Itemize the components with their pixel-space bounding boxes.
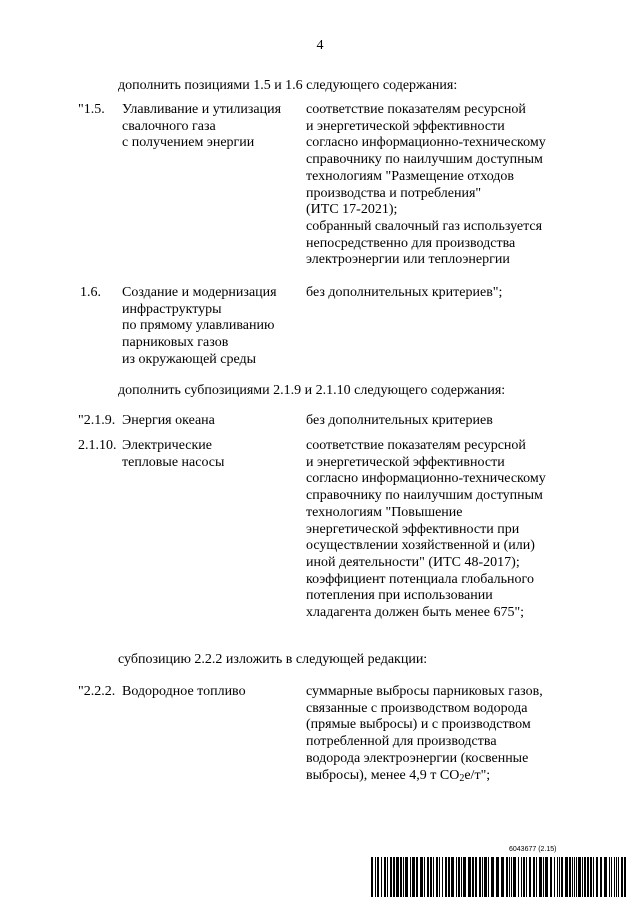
desc-line: справочнику по наилучшим доступным bbox=[306, 152, 543, 168]
label-line: Улавливание и утилизация bbox=[122, 102, 282, 117]
item-description bbox=[306, 438, 636, 622]
item-number: "2.1.9. bbox=[78, 413, 116, 428]
barcode-bar bbox=[430, 857, 432, 897]
label-line: Водородное топливо bbox=[122, 684, 246, 699]
item-number: 2.1.10. bbox=[78, 438, 117, 453]
barcode-bar bbox=[501, 857, 504, 897]
barcode-bar bbox=[511, 857, 512, 897]
barcode-bar bbox=[559, 857, 560, 897]
barcode-bar bbox=[442, 857, 443, 897]
barcode-bar bbox=[593, 857, 594, 897]
item-label bbox=[122, 285, 302, 369]
barcode-bar bbox=[616, 857, 617, 897]
barcode-bar bbox=[377, 857, 379, 897]
barcode-bar bbox=[496, 857, 499, 897]
item-description bbox=[306, 684, 636, 787]
desc-line: осуществлении хозяйственной и (или) bbox=[306, 538, 535, 554]
barcode-bar bbox=[396, 857, 399, 897]
barcode-bar bbox=[506, 857, 508, 897]
desc-last-suffix: е/т"; bbox=[464, 767, 491, 783]
barcode-bar bbox=[479, 857, 481, 897]
label-line: по прямому улавливанию bbox=[122, 318, 275, 334]
label-line: тепловые насосы bbox=[122, 454, 225, 470]
desc-line: связанные с производством водорода bbox=[306, 700, 528, 716]
item-description bbox=[306, 102, 636, 269]
barcode-bar bbox=[509, 857, 510, 897]
barcode-bar bbox=[550, 857, 552, 897]
desc-line: коэффициент потенциала глобального bbox=[306, 571, 534, 587]
barcode-bar bbox=[574, 857, 575, 897]
barcode-bar bbox=[576, 857, 577, 897]
barcode-bar bbox=[539, 857, 542, 897]
desc-line: водорода электроэнергии (косвенные bbox=[306, 750, 529, 766]
barcode-bar bbox=[427, 857, 429, 897]
barcode-bar bbox=[405, 857, 408, 897]
barcode-bar bbox=[393, 857, 395, 897]
barcode-bar bbox=[604, 857, 607, 897]
desc-line-last bbox=[306, 768, 636, 788]
barcode-bar bbox=[451, 857, 454, 897]
barcode-bar bbox=[420, 857, 423, 897]
barcode-icon bbox=[371, 857, 627, 897]
item-description bbox=[306, 413, 636, 430]
barcode-bar bbox=[461, 857, 462, 897]
desc-line: и энергетической эффективности bbox=[306, 454, 505, 470]
barcode-bar bbox=[557, 857, 558, 897]
barcode-bar bbox=[412, 857, 415, 897]
item-description bbox=[306, 285, 636, 302]
intro-text-2: дополнить субпозициями 2.1.9 и 2.1.10 следующего содержания: bbox=[118, 383, 506, 398]
barcode-bar bbox=[554, 857, 555, 897]
barcode-bar bbox=[533, 857, 535, 897]
barcode-bar bbox=[565, 857, 568, 897]
desc-line: потребленной для производства bbox=[306, 734, 497, 750]
barcode-bar bbox=[587, 857, 589, 897]
barcode-bar bbox=[561, 857, 563, 897]
barcode-bar bbox=[482, 857, 483, 897]
item-label bbox=[122, 438, 302, 471]
barcode-bar bbox=[618, 857, 619, 897]
barcode-bar bbox=[572, 857, 573, 897]
desc-line: справочнику по наилучшим доступным bbox=[306, 488, 543, 504]
barcode-bar bbox=[536, 857, 537, 897]
barcode-bar bbox=[448, 857, 450, 897]
barcode-bar bbox=[456, 857, 457, 897]
barcode-bar bbox=[410, 857, 411, 897]
barcode-bar bbox=[458, 857, 460, 897]
barcode-bar bbox=[436, 857, 438, 897]
label-line: Создание и модернизация bbox=[122, 285, 277, 300]
desc-line: потепления при использовании bbox=[306, 588, 493, 604]
desc-line: технологиям "Повышение bbox=[306, 504, 463, 520]
intro-text-3: субпозицию 2.2.2 изложить в следующей редакции: bbox=[118, 652, 428, 667]
desc-line: (ИТС 17-2021); bbox=[306, 202, 398, 218]
barcode-bar bbox=[584, 857, 586, 897]
item-label bbox=[122, 102, 302, 152]
barcode-bar bbox=[523, 857, 525, 897]
barcode-bar bbox=[526, 857, 527, 897]
desc-line: энергетической эффективности при bbox=[306, 521, 520, 537]
barcode-bar bbox=[624, 857, 626, 897]
barcode-bar bbox=[384, 857, 386, 897]
barcode-bar bbox=[609, 857, 610, 897]
desc-line: без дополнительных критериев"; bbox=[306, 285, 503, 300]
barcode-bar bbox=[400, 857, 402, 897]
barcode-bar bbox=[445, 857, 447, 897]
barcode-bar bbox=[569, 857, 571, 897]
item-label bbox=[122, 684, 302, 701]
desc-last-prefix: выбросы), менее 4,9 т CO bbox=[306, 767, 460, 783]
desc-line: согласно информационно-техническому bbox=[306, 135, 546, 151]
co2-subscript: 2 bbox=[459, 772, 465, 784]
label-line: Энергия океана bbox=[122, 413, 215, 428]
label-line: с получением энергии bbox=[122, 135, 255, 151]
item-number: "1.5. bbox=[78, 102, 105, 117]
desc-line: электроэнергии или теплоэнергии bbox=[306, 252, 510, 268]
barcode-bar bbox=[381, 857, 382, 897]
desc-line: суммарные выбросы парниковых газов, bbox=[306, 684, 543, 699]
barcode-bar bbox=[518, 857, 519, 897]
barcode-bar bbox=[375, 857, 376, 897]
barcode-bar bbox=[582, 857, 583, 897]
barcode-bar bbox=[529, 857, 531, 897]
desc-line: и энергетической эффективности bbox=[306, 118, 505, 134]
barcode-bar bbox=[513, 857, 516, 897]
barcode-bar bbox=[491, 857, 494, 897]
barcode-bar bbox=[600, 857, 602, 897]
desc-line: производства и потребления" bbox=[306, 185, 482, 201]
label-line: парниковых газов bbox=[122, 335, 229, 351]
barcode-bar bbox=[390, 857, 392, 897]
item-label bbox=[122, 413, 302, 430]
barcode-bar bbox=[475, 857, 477, 897]
barcode-bar bbox=[463, 857, 466, 897]
barcode-bar bbox=[621, 857, 623, 897]
barcode-bar bbox=[424, 857, 425, 897]
barcode-bar bbox=[614, 857, 615, 897]
barcode-bar bbox=[387, 857, 388, 897]
barcode-bar bbox=[439, 857, 440, 897]
barcode-bar bbox=[545, 857, 548, 897]
barcode-bar bbox=[590, 857, 592, 897]
desc-line: хладагента должен быть менее 675"; bbox=[306, 605, 525, 621]
barcode-bar bbox=[484, 857, 487, 897]
barcode-bar bbox=[371, 857, 373, 897]
label-line: инфраструктуры bbox=[122, 301, 222, 317]
desc-line: соответствие показателям ресурсной bbox=[306, 438, 526, 453]
barcode-caption: 6043677 (2.15) bbox=[509, 846, 557, 853]
barcode-bar bbox=[596, 857, 598, 897]
label-line: свалочного газа bbox=[122, 118, 216, 134]
barcode-bar bbox=[543, 857, 544, 897]
barcode-bar bbox=[403, 857, 404, 897]
page-number: 4 bbox=[316, 38, 324, 53]
barcode-bar bbox=[433, 857, 434, 897]
desc-line: согласно информационно-техническому bbox=[306, 471, 546, 487]
label-line: из окружающей среды bbox=[122, 351, 257, 367]
desc-line: технологиям "Размещение отходов bbox=[306, 168, 515, 184]
desc-line: непосредственно для производства bbox=[306, 235, 516, 251]
desc-line: собранный свалочный газ используется bbox=[306, 218, 543, 234]
barcode-bar bbox=[468, 857, 471, 897]
barcode-bar bbox=[472, 857, 474, 897]
desc-line: иной деятельности" (ИТС 48-2017); bbox=[306, 554, 520, 570]
barcode-bar bbox=[521, 857, 522, 897]
item-number: 1.6. bbox=[80, 285, 101, 300]
desc-line: без дополнительных критериев bbox=[306, 413, 493, 428]
barcode-bar bbox=[578, 857, 581, 897]
barcode-bar bbox=[416, 857, 418, 897]
item-number: "2.2.2. bbox=[78, 684, 116, 699]
barcode-bar bbox=[611, 857, 612, 897]
desc-line: соответствие показателям ресурсной bbox=[306, 102, 526, 117]
intro-text-1: дополнить позициями 1.5 и 1.6 следующего содержания: bbox=[118, 78, 458, 93]
label-line: Электрические bbox=[122, 438, 212, 453]
desc-line: (прямые выбросы) и с производством bbox=[306, 717, 531, 733]
barcode-bar bbox=[488, 857, 489, 897]
